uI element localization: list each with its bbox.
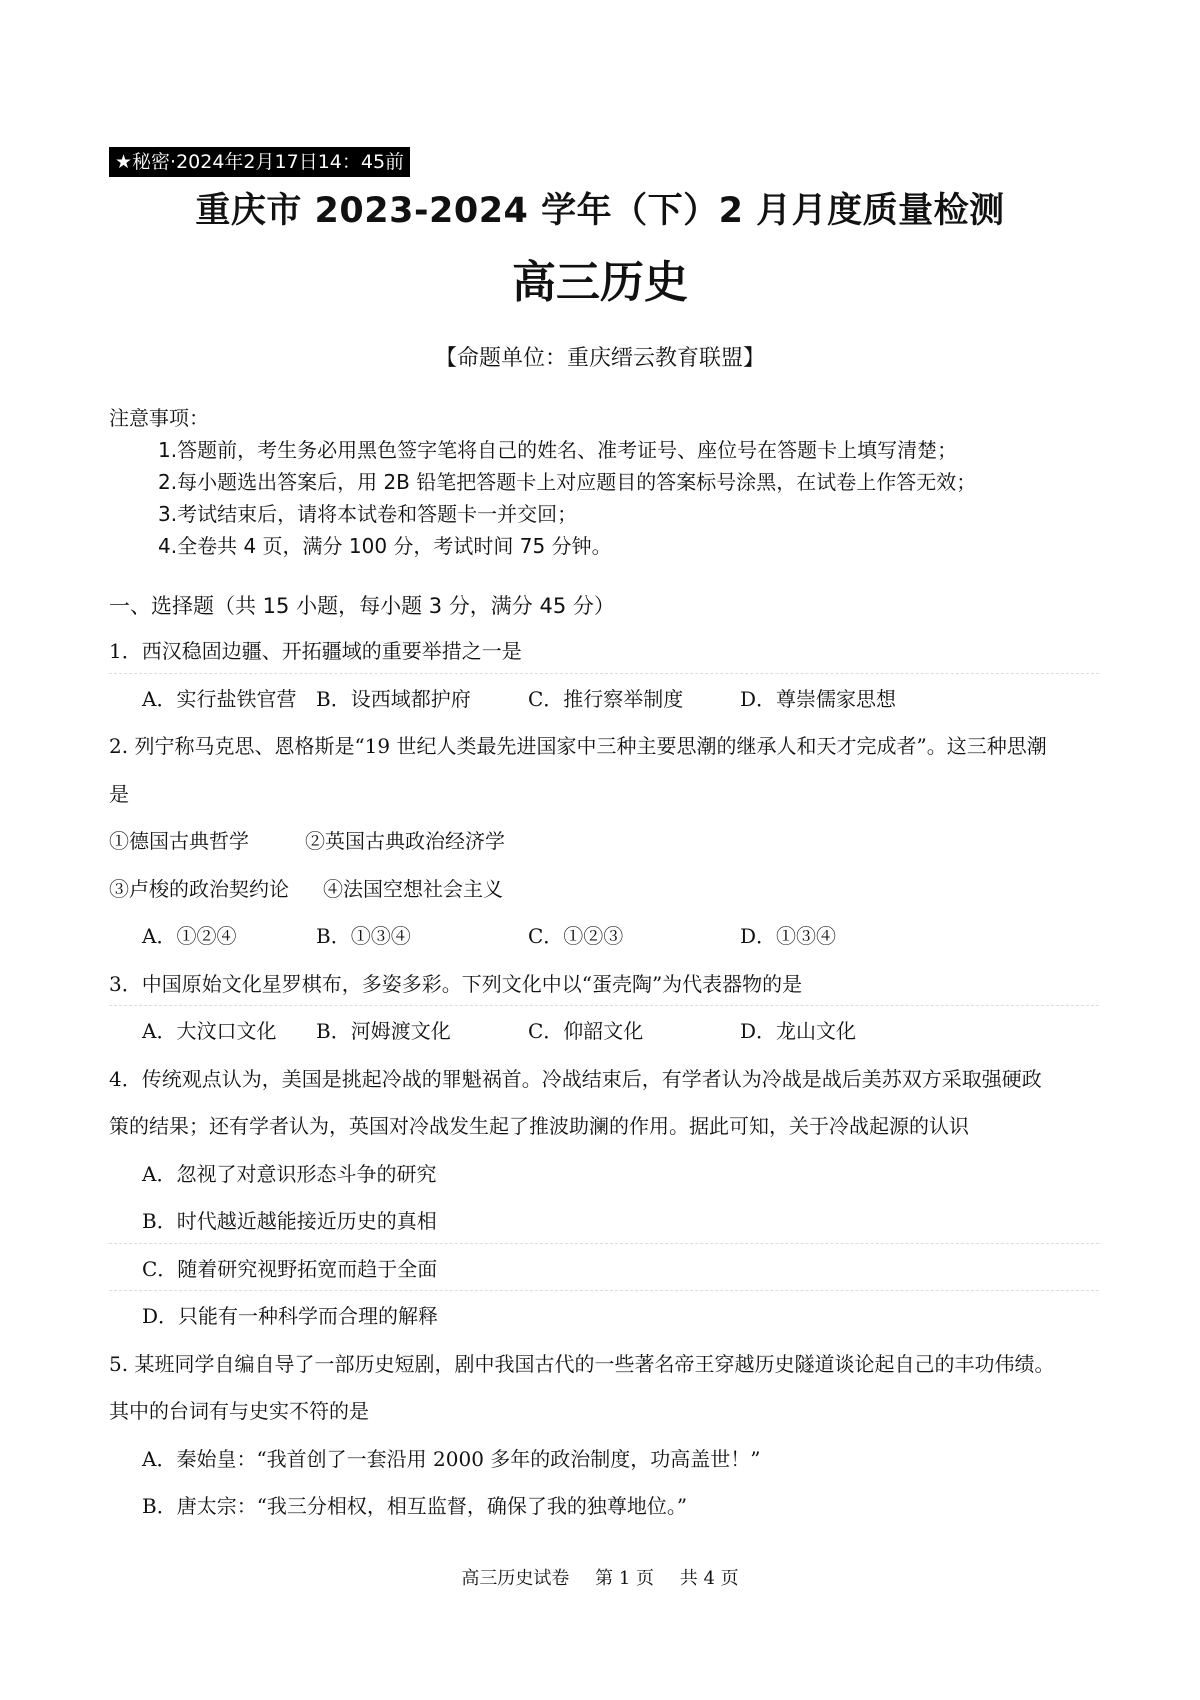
option-c: C．①②③ — [528, 924, 624, 948]
option-b: B．设西域都护府 — [316, 686, 471, 711]
option-b: B．河姆渡文化 — [316, 1019, 451, 1043]
questions — [109, 628, 1099, 1531]
statement-1: ①德国古典哲学 — [109, 829, 249, 853]
question-stem: 5. 某班同学自编自导了一部历史短剧，剧中我国古代的一些著名帝王穿越历史隧道谈论起自己的丰功伟绩。 — [109, 1351, 1055, 1376]
notice-heading: 注意事项： — [109, 406, 209, 430]
option-a: A．实行盐铁官营 — [142, 686, 297, 711]
option-d: D．只能有一种科学而合理的解释 — [142, 1304, 439, 1328]
statement-row — [109, 866, 1099, 914]
question-stem-continued: 其中的台词有与史实不符的是 — [109, 1399, 369, 1423]
option-b: B．时代越近越能接近历史的真相 — [109, 1198, 1099, 1246]
option-a: A．①②④ — [142, 924, 237, 948]
statement-row — [109, 818, 1099, 866]
option-b: B．①③④ — [316, 924, 411, 948]
option-row — [109, 1008, 1099, 1056]
notice-item: 3.考试结束后，请将本试卷和答题卡一并交回； — [158, 502, 578, 526]
exam-title: 重庆市 2023-2024 学年（下）2 月月度质量检测 — [195, 191, 1005, 231]
option-a: A．忽视了对意识形态斗争的研究 — [142, 1161, 437, 1186]
confidential-banner: ★秘密·2024年2月17日14：45前 — [109, 147, 410, 177]
question-stem: 3．中国原始文化星罗棋布，多姿多彩。下列文化中以“蛋壳陶”为代表器物的是 — [109, 961, 1099, 1009]
statement-3: ③卢梭的政治契约论 — [109, 876, 289, 901]
question-stem: 4．传统观点认为，美国是挑起冷战的罪魁祸首。冷战结束后，有学者认为冷战是战后美苏双方采取强硬政 — [109, 1066, 1042, 1091]
page-footer — [0, 1564, 1200, 1590]
option-c: C．仰韶文化 — [528, 1019, 644, 1043]
section-heading: 一、选择题（共 15 小题，每小题 3 分，满分 45 分） — [109, 594, 615, 618]
question-stem: 2. 列宁称马克思、恩格斯是“19 世纪人类最先进国家中三种主要思潮的继承人和天才完成者”。这三种思潮 — [109, 734, 1047, 758]
notice-list — [158, 434, 976, 562]
notice-item: 1.答题前，考生务必用黑色签字笔将自己的姓名、准考证号、座位号在答题卡上填写清楚； — [158, 438, 958, 462]
question-stem-continued: 策的结果；还有学者认为，英国对冷战发生起了推波助澜的作用。据此可知，关于冷战起源的认识 — [109, 1114, 969, 1138]
notice-item: 2.每小题选出答案后，用 2B 铅笔把答题卡上对应题目的答案标号涂黑，在试卷上作答无效； — [158, 470, 977, 494]
option-c: C．推行察举制度 — [528, 686, 684, 711]
option-row — [109, 913, 1099, 961]
option-d: D．尊崇儒家思想 — [740, 686, 897, 711]
subject-title: 高三历史 — [512, 257, 688, 308]
issuing-unit: 【命题单位：重庆缙云教育联盟】 — [434, 346, 765, 371]
question-stem-continued: 是 — [109, 781, 129, 806]
option-d: D．①③④ — [740, 924, 837, 948]
statement-4: ④法国空想社会主义 — [323, 876, 503, 901]
option-a: A．大汶口文化 — [142, 1019, 277, 1043]
footer-total-pages: 共 4 页 — [679, 1568, 739, 1589]
footer-page-number: 第 1 页 — [595, 1568, 654, 1589]
notice-item: 4.全卷共 4 页，满分 100 分，考试时间 75 分钟。 — [158, 534, 612, 558]
option-b: B．唐太宗：“我三分相权，相互监督，确保了我的独尊地位。” — [142, 1494, 688, 1518]
question-stem: 1．西汉稳固边疆、开拓疆域的重要举措之一是 — [109, 628, 1099, 676]
footer-paper-name: 高三历史试卷 — [461, 1568, 570, 1589]
statement-2: ②英国古典政治经济学 — [305, 829, 505, 853]
option-d: D．龙山文化 — [740, 1019, 857, 1043]
option-row — [109, 676, 1099, 724]
option-a: A．秦始皇：“我首创了一套沿用 2000 多年的政治制度，功高盖世！” — [142, 1446, 761, 1471]
option-c: C．随着研究视野拓宽而趋于全面 — [109, 1246, 1099, 1294]
